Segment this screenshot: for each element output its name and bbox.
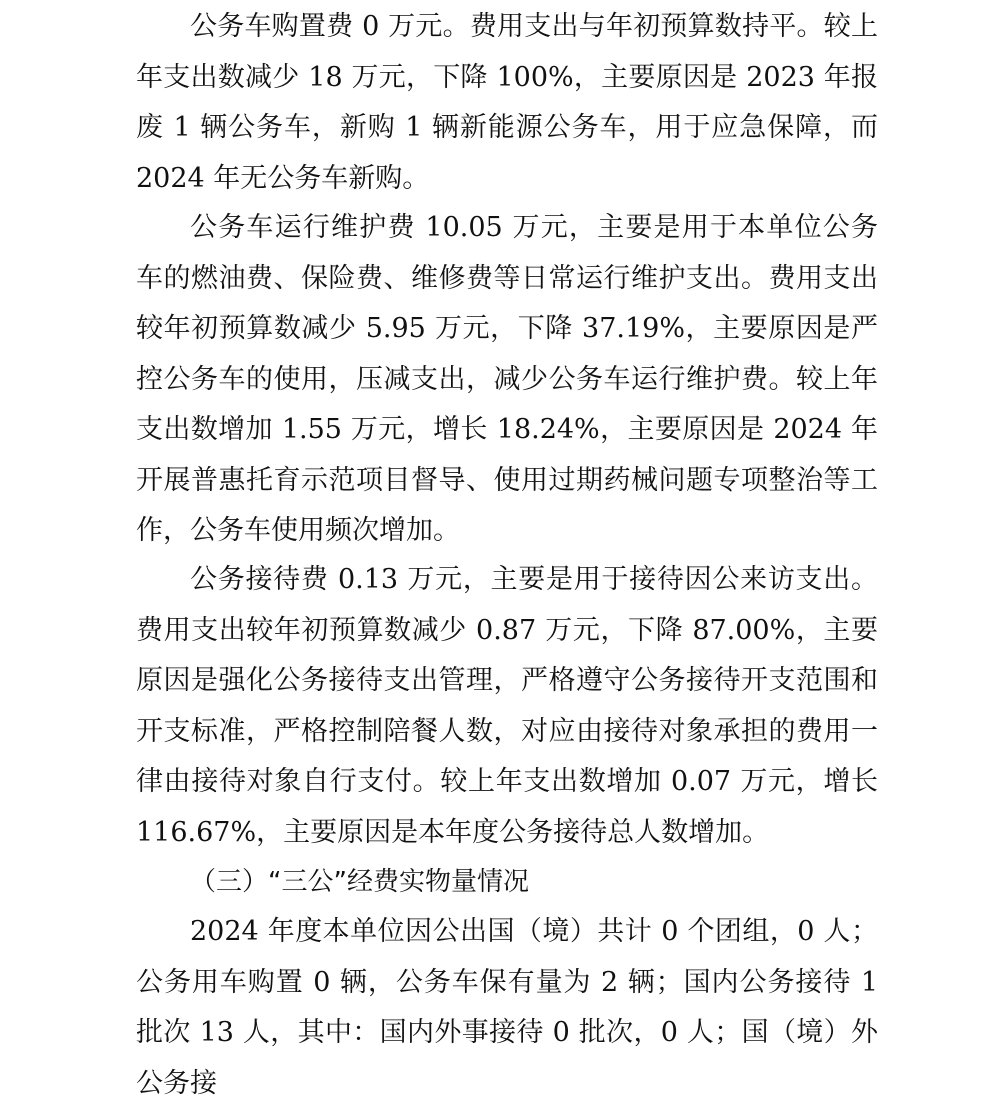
- paragraph-official-reception: 公务接待费 0.13 万元，主要是用于接待因公来访支出。费用支出较年初预算数减少 0.87 万元，下降 87.00%，主要原因是强化公务接待支出管理，严格遵守公务接待开支范围和开支标准，严格控制陪餐人数，对应由接待对象承担的费用一律由接待对象自行支付。较上年支出数增加 0.07 万元，增长 116.67%，主要原因是本年度公务接待总人数增加。: [136, 564, 878, 848]
- section-heading-physical-quantity: （三）“三公”经费实物量情况: [190, 867, 529, 897]
- paragraph-physical-quantity: 2024 年度本单位因公出国（境）共计 0 个团组，0 人；公务用车购置 0 辆，公务车保有量为 2 辆；国内公务接待 1 批次 13 人，其中：国内外事接待 0 批次，0 人；国（境）外公务接: [136, 916, 878, 1099]
- paragraph-vehicle-purchase: 公务车购置费 0 万元。费用支出与年初预算数持平。较上年支出数减少 18 万元，下降 100%，主要原因是 2023 年报废 1 辆公务车，新购 1 辆新能源公务车，用于应急保障，而 2024 年无公务车新购。: [136, 11, 878, 194]
- paragraph-vehicle-maintenance: 公务车运行维护费 10.05 万元，主要是用于本单位公务车的燃油费、保险费、维修费等日常运行维护支出。费用支出较年初预算数减少 5.95 万元，下降 37.19%，主要原因是严控公务车的使用，压减支出，减少公务车运行维护费。较上年支出数增加 1.55 万元，增长 18.24%，主要原因是 2024 年开展普惠托育示范项目督导、使用过期药械问题专项整治等工作，公务车使用频次增加。: [136, 212, 878, 546]
